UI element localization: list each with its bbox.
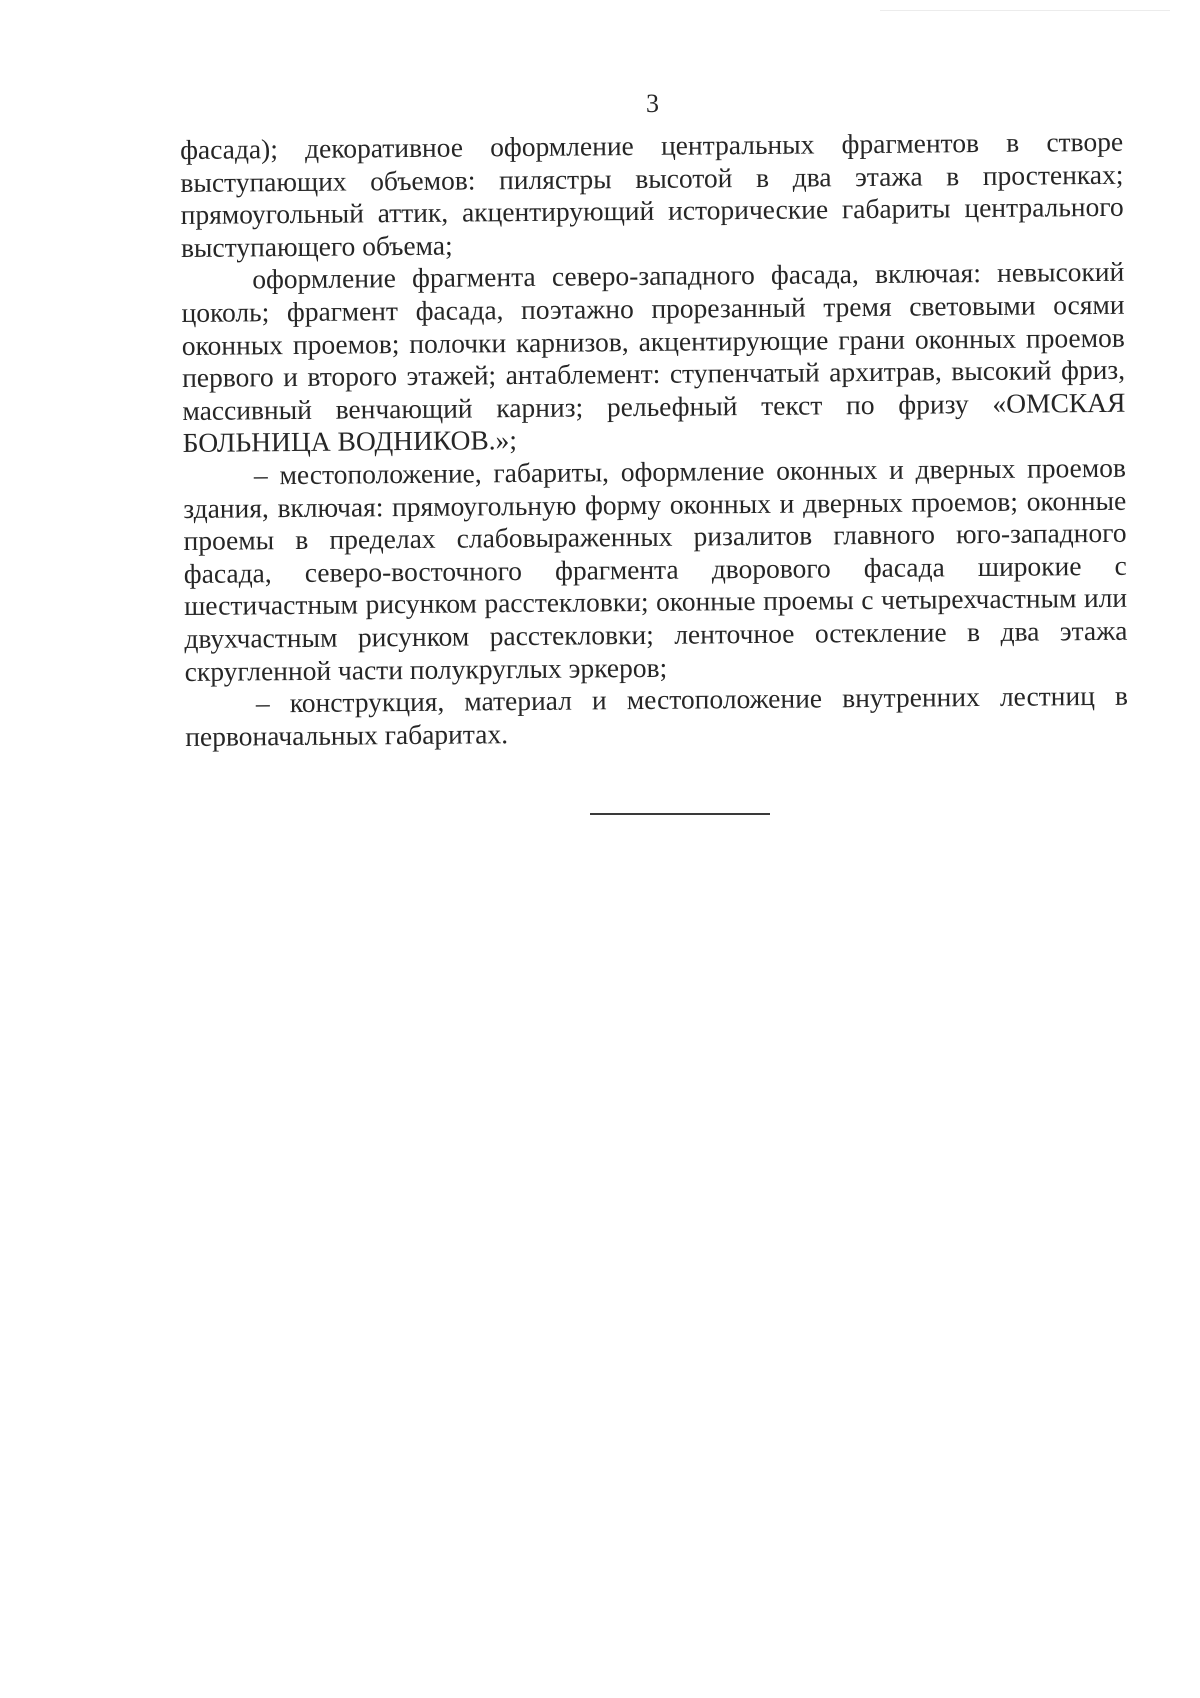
scan-edge-line: [880, 10, 1170, 11]
page-number: 3: [646, 89, 659, 118]
paragraph-interior-stairs: – конструкция, материал и местоположение внутренних лестниц в первоначальных габаритах.: [185, 679, 1129, 752]
end-of-document-rule: [590, 813, 770, 815]
document-body: [180, 126, 1128, 753]
paragraph-window-door-openings: – местоположение, габариты, оформление оконных и дверных проемов здания, включая: прямоугольную форму оконных и дверных проемов; оконные проемы в пределах слабовыраженных ризалитов главного юго-западного фасада, северо-восточного фрагмента дворового фасада широкие с шестичастным рисунком расстекловки; оконные проемы с четырехчастным или двухчастным рисунком расстекловки; ленточное остекление в два этажа скругленной части полукруглых эркеров;: [183, 451, 1128, 687]
paragraph-northwest-facade: оформление фрагмента северо-западного фасада, включая: невысокий цоколь; фрагмент фасада, поэтажно прорезанный тремя световыми осями оконных проемов; полочки карнизов, акцентирующие грани оконных проемов первого и второго этажей; антаблемент: ступенчатый архитрав, высокий фриз, массивный венчающий карниз; рельефный текст по фризу «ОМСКАЯ БОЛЬНИЦА ВОДНИКОВ.»;: [181, 256, 1126, 459]
paragraph-continuation: фасада); декоративное оформление центральных фрагментов в створе выступающих объемов: пилястры высотой в два этажа в простенках; прямоугольный аттик, акцентирующий исторические габариты центрального выступающего объема;: [180, 125, 1124, 263]
